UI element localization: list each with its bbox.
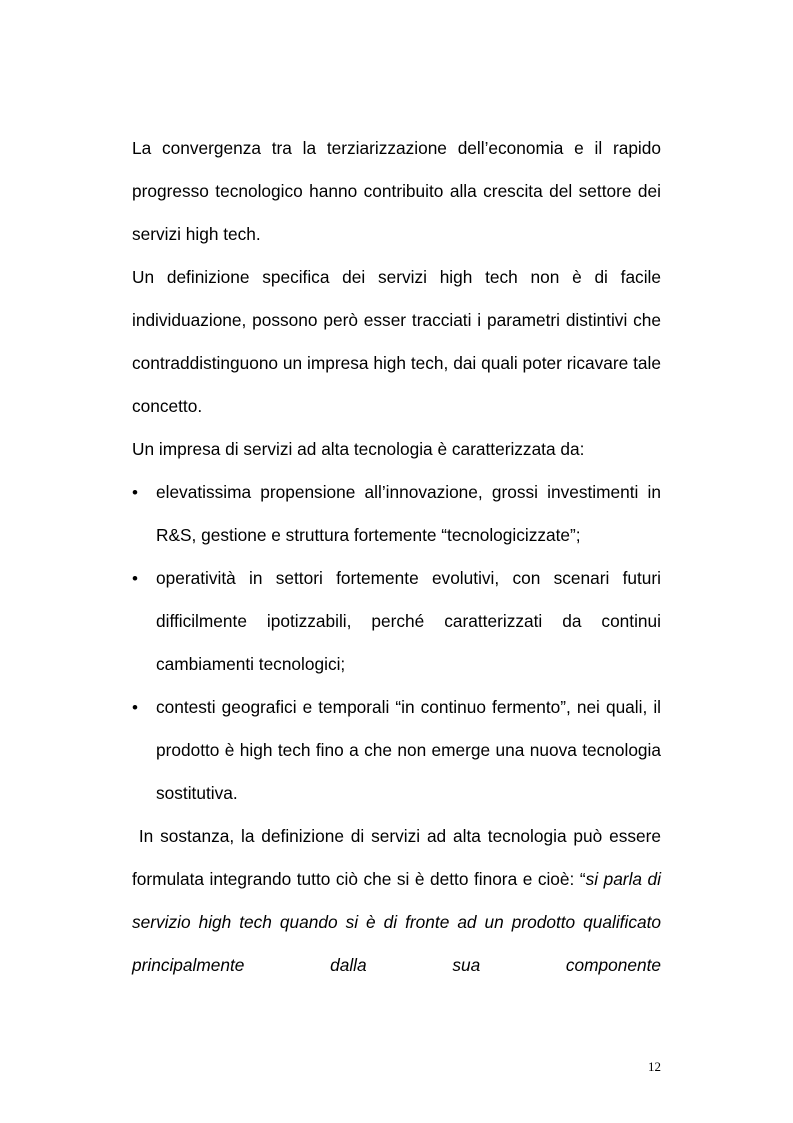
paragraph-definizione: Un definizione specifica dei servizi high tech non è di facile individuazione, possono però esser tracciati i parametri distintivi che contraddistinguono un impresa high tech, dai quali poter ricavare tale concetto. <box>132 267 661 416</box>
bullet-icon: • <box>132 569 138 588</box>
bullet-icon: • <box>132 483 138 502</box>
definition-quote: si parla di servizio high tech quando si è di fronte ad un prodotto qualificato principalmente dalla sua componente <box>132 869 661 975</box>
paragraph-in-sostanza <box>132 815 661 987</box>
characteristics-list <box>132 471 661 815</box>
list-item <box>132 557 661 686</box>
body-text <box>132 127 661 987</box>
list-item-text: contesti geografici e temporali “in continuo fermento”, nei quali, il prodotto è high tech fino a che non emerge una nuova tecnologia sostitutiva. <box>156 697 661 803</box>
bullet-icon: • <box>132 698 138 717</box>
page-number: 12 <box>648 1059 661 1074</box>
list-item-text: operatività in settori fortemente evolutivi, con scenari futuri difficilmente ipotizzabili, perché caratterizzati da continui cambiamenti tecnologici; <box>156 568 661 674</box>
list-item-text: elevatissima propensione all’innovazione, grossi investimenti in R&S, gestione e struttura fortemente “tecnologicizzate”; <box>156 482 661 545</box>
list-item <box>132 686 661 815</box>
paragraph-text: In sostanza, la definizione di servizi ad alta tecnologia può essere formulata integrando tutto ciò che si è detto finora e cioè: “ <box>132 826 661 889</box>
list-item <box>132 471 661 557</box>
paragraph-convergenza: La convergenza tra la terziarizzazione dell’economia e il rapido progresso tecnologico hanno contribuito alla crescita del settore dei servizi high tech. <box>132 138 661 244</box>
paragraph-impresa-intro: Un impresa di servizi ad alta tecnologia è caratterizzata da: <box>132 439 585 459</box>
